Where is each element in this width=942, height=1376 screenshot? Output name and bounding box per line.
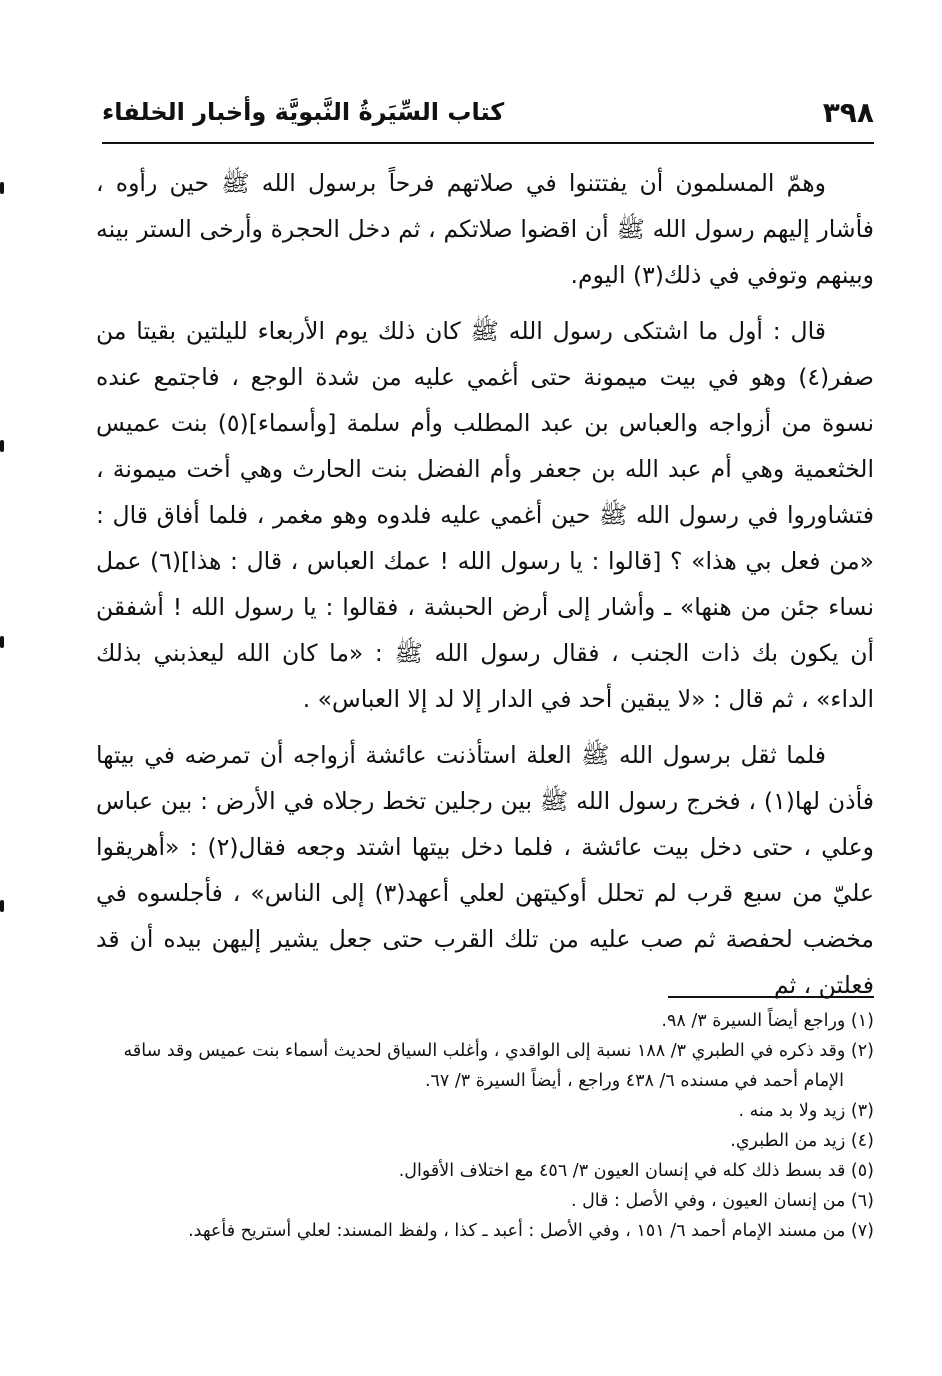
footnote-2: (٢) وقد ذكره في الطبري ٣/ ١٨٨ نسبة إلى الواقدي ، وأغلب السياق لحديث أسماء بنت عميس وقد ساقه xyxy=(123,1041,874,1061)
footnote-3: (٣) زيد ولا بد منه . xyxy=(738,1101,874,1121)
footnotes xyxy=(96,1006,874,1246)
page-header xyxy=(102,92,874,138)
margin-mark xyxy=(0,182,4,194)
footnote-rule xyxy=(668,996,874,998)
margin-mark xyxy=(0,636,4,648)
header-rule xyxy=(102,142,874,144)
footnote-1: (١) وراجع أيضاً السيرة ٣/ ٩٨. xyxy=(661,1011,874,1031)
footnote-5: (٥) قد بسط ذلك كله في إنسان العيون ٣/ ٤٥٦ مع اختلاف الأقوال. xyxy=(398,1161,874,1181)
running-title: كتاب السِّيَرةُ النَّبويَّة وأخبار الخلفاء xyxy=(102,98,505,126)
paragraph-1: وهمّ المسلمون أن يفتتنوا في صلاتهم فرحاً برسول الله ﷺ حين رأوه ، فأشار إليهم رسول الله ﷺ أن اقضوا صلاتكم ، ثم دخل الحجرة وأرخى الستر بينه وبينهم وتوفي في ذلك(٣) اليوم. xyxy=(96,169,874,289)
footnote-4: (٤) زيد من الطبري. xyxy=(730,1131,874,1151)
margin-mark xyxy=(0,900,4,912)
page-number: ٣٩٨ xyxy=(822,96,874,129)
footnote-6: (٦) من إنسان العيون ، وفي الأصل : قال . xyxy=(570,1191,874,1211)
footnote-7: (٧) من مسند الإمام أحمد ٦/ ١٥١ ، وفي الأصل : أعبد ـ كذا ، ولفظ المسند: لعلي أستريح فأعهد. xyxy=(188,1221,874,1241)
body-text xyxy=(96,160,874,1018)
paragraph-2: قال : أول ما اشتكى رسول الله ﷺ كان ذلك يوم الأربعاء لليلتين بقيتا من صفر(٤) وهو في بيت ميمونة حتى أغمي عليه من شدة الوجع ، فاجتمع عنده نسوة من أزواجه والعباس بن عبد المطلب وأم سلمة [وأسماء](٥) بنت عميس الخثعمية وهي أم عبد الله بن جعفر وأم الفضل بنت الحارث وهي أخت ميمونة ، فتشاوروا في رسول الله ﷺ حين أغمي عليه فلدوه وهو مغمر ، فلما أفاق قال : «من فعل بي هذا» ؟ [قالوا : يا رسول الله ! عمك العباس ، قال : هذا](٦) عمل نساء جئن من هنها» ـ وأشار إلى أرض الحبشة ، فقالوا : يا رسول الله ! أشفقن أن يكون بك ذات الجنب ، فقال رسول الله ﷺ : «ما كان الله ليعذبني بذلك الداء» ، ثم قال : «لا يبقين أحد في الدار إلا لد إلا العباس» . xyxy=(96,317,875,713)
margin-mark xyxy=(0,440,4,452)
paragraph-3: فلما ثقل برسول الله ﷺ العلة استأذنت عائشة أزواجه أن تمرضه في بيتها فأذن لها(١) ، فخرج رسول الله ﷺ بين رجلين تخط رجلاه في الأرض : بين عباس وعلي ، حتى دخل بيت عائشة ، فلما دخل بيتها اشتد وجعه فقال(٢) : «أهريقوا عليّ من سبع قرب لم تحلل أوكيتهن لعلي أعهد(٣) إلى الناس» ، فأجلسوه في مخضب لحفصة ثم صب عليه من تلك القرب حتى جعل يشير إليهن بيده أن قد فعلتن ، ثم xyxy=(96,741,875,999)
footnote-2-continued: الإمام أحمد في مسنده ٦/ ٤٣٨ وراجع ، أيضاً السيرة ٣/ ٦٧. xyxy=(424,1071,844,1091)
